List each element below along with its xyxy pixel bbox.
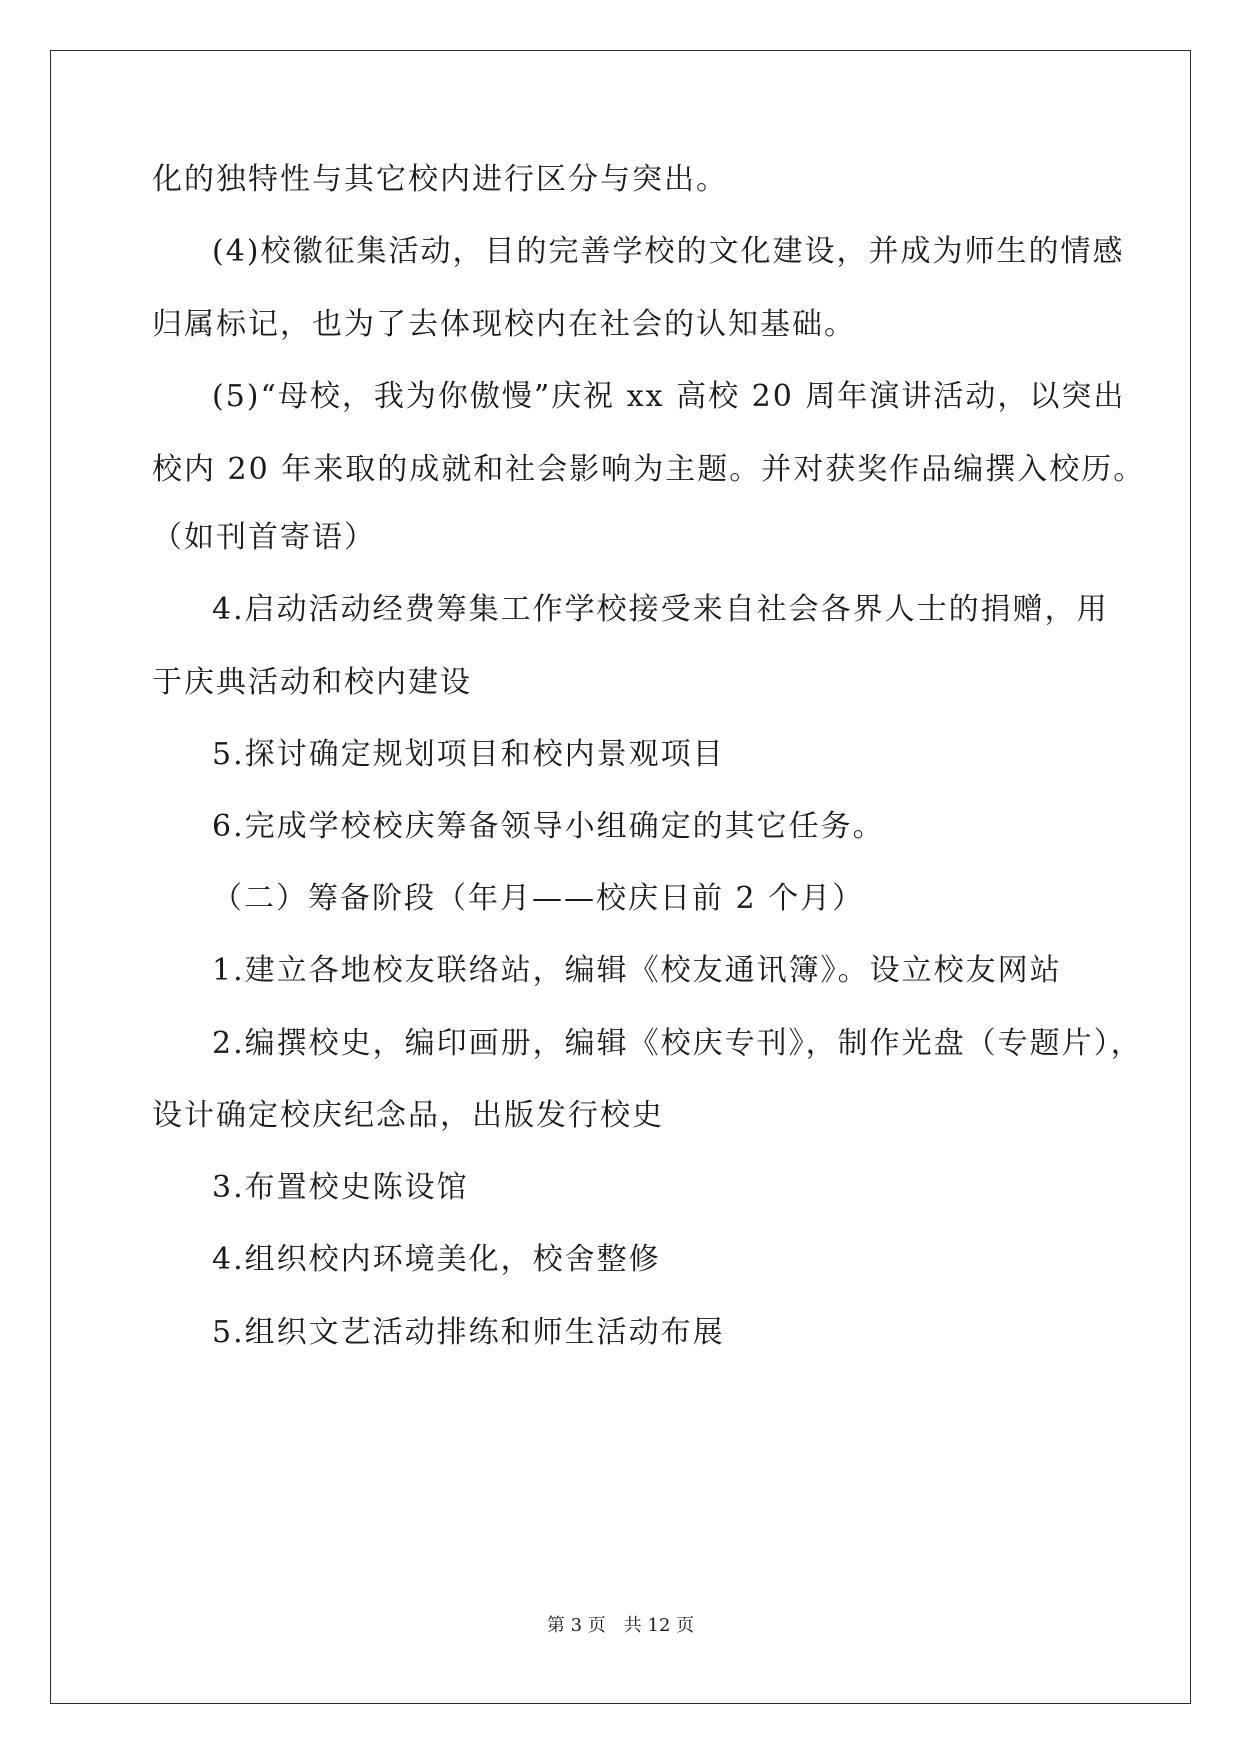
paragraph-line: 4.组织校内环境美化，校舍整修: [212, 1242, 661, 1277]
paragraph-line: 5.探讨确定规划项目和校内景观项目: [212, 737, 725, 772]
paragraph-line: 1.建立各地校友联络站，编辑《校友通讯簿》。设立校友网站: [212, 953, 1062, 988]
paragraph-line: (5)“母校，我为你傲慢”庆祝 xx 高校 20 周年演讲活动，以突出: [212, 379, 1126, 414]
paragraph-line: 化的独特性与其它校内进行区分与突出。: [152, 162, 728, 197]
paragraph-line: 设计确定校庆纪念品，出版发行校史: [152, 1098, 664, 1133]
paragraph-line: 4.启动活动经费筹集工作学校接受来自社会各界人士的捐赠，用: [212, 592, 1109, 627]
paragraph-line: 3.布置校史陈设馆: [212, 1170, 469, 1205]
section-heading: （二）筹备阶段（年月——校庆日前 2 个月）: [212, 881, 865, 916]
paragraph-line: 校内 20 年来取的成就和社会影响为主题。并对获奖作品编撰入校历。: [152, 452, 1146, 487]
paragraph-line: 5.组织文艺活动排练和师生活动布展: [212, 1315, 725, 1350]
paragraph-line: 于庆典活动和校内建设: [152, 665, 472, 700]
paragraph-line: (4)校徽征集活动，目的完善学校的文化建设，并成为师生的情感: [212, 234, 1125, 269]
page-border: [50, 50, 1191, 1704]
paragraph-line: （如刊首寄语）: [152, 520, 376, 555]
paragraph-line: 2.编撰校史，编印画册，编辑《校庆专刊》，制作光盘（专题片），: [212, 1026, 1143, 1061]
paragraph-line: 6.完成学校校庆筹备领导小组确定的其它任务。: [212, 809, 885, 844]
paragraph-line: 归属标记，也为了去体现校内在社会的认知基础。: [152, 307, 856, 342]
page-number: 第 3 页 共 12 页: [546, 1615, 695, 1636]
